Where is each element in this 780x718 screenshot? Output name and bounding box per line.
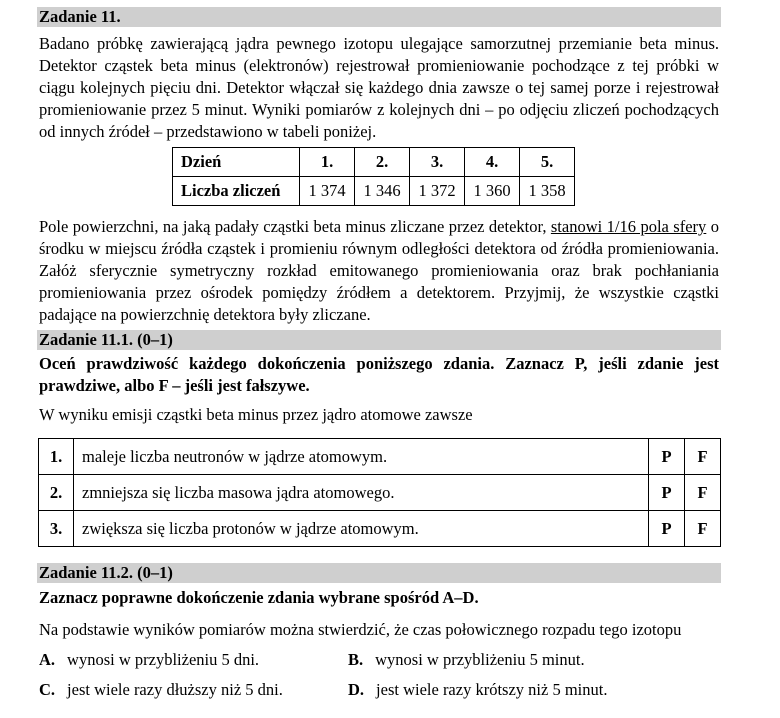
row-number: 1. [39, 439, 74, 475]
statement-text: maleje liczba neutronów w jądrze atomowym. [74, 439, 649, 475]
subtask-2-stem: Na podstawie wyników pomiarów można stwierdzić, że czas połowicznego rozpadu tego izotopu [39, 620, 682, 639]
option-letter: A. [39, 650, 56, 669]
day-cell: 3. [410, 148, 465, 177]
row-header-counts: Liczba zliczeń [173, 177, 300, 206]
option-text: jest wiele razy dłuższy niż 5 dni. [67, 680, 283, 699]
day-cell: 1. [300, 148, 355, 177]
true-false-table [38, 438, 721, 547]
option-b[interactable] [348, 649, 585, 671]
task-context [39, 216, 719, 326]
day-cell: 5. [520, 148, 575, 177]
count-cell: 1 374 [300, 177, 355, 206]
task-intro: Badano próbkę zawierającą jądra pewnego izotopu ulegające samorzutnej przemianie beta minus. Detektor cząstek beta minus (elektronów) rejestrował promieniowanie pochodzące z tej próbki w ciągu kolejnych pięciu dni. Detektor włączał się każdego dnia zawsze o tej samej porze i rejestrował promieniowanie przez 5 minut. Wyniki pomiarów z kolejnych dni – po odjęciu zliczeń pochodzących od innych źródeł – przedstawiono w tabeli poniżej. [39, 34, 719, 141]
option-letter: C. [39, 680, 56, 699]
row-number: 2. [39, 475, 74, 511]
subtask-2-title: Zadanie 11.2. (0–1) [37, 563, 721, 583]
subtask-2-instruction: Zaznacz poprawne dokończenie zdania wybrane spośród A–D. [39, 588, 479, 607]
option-text: wynosi w przybliżeniu 5 dni. [67, 650, 260, 669]
row-header-day: Dzień [173, 148, 300, 177]
statement-text: zmniejsza się liczba masowa jądra atomowego. [74, 475, 649, 511]
answer-p[interactable]: P [649, 511, 685, 547]
subtask-1-title: Zadanie 11.1. (0–1) [37, 330, 721, 350]
option-letter: D. [348, 680, 365, 699]
option-a[interactable] [39, 649, 259, 671]
answer-p[interactable]: P [649, 439, 685, 475]
answer-p[interactable]: P [649, 475, 685, 511]
day-cell: 2. [355, 148, 410, 177]
table-row [39, 511, 721, 547]
task-title: Zadanie 11. [37, 7, 721, 27]
table-row [173, 148, 575, 177]
option-text: wynosi w przybliżeniu 5 minut. [375, 650, 585, 669]
count-cell: 1 358 [520, 177, 575, 206]
table-row [39, 475, 721, 511]
count-cell: 1 346 [355, 177, 410, 206]
option-d[interactable] [348, 679, 607, 701]
day-cell: 4. [465, 148, 520, 177]
statement-text: zwiększa się liczba protonów w jądrze atomowym. [74, 511, 649, 547]
answer-f[interactable]: F [685, 511, 721, 547]
answer-f[interactable]: F [685, 439, 721, 475]
subtask-1-stem: W wyniku emisji cząstki beta minus przez jądro atomowe zawsze [39, 405, 473, 424]
context-text: Pole powierzchni, na jaką padały cząstki beta minus zliczane przez detektor, [39, 217, 551, 236]
option-c[interactable] [39, 679, 283, 701]
count-cell: 1 372 [410, 177, 465, 206]
table-row [39, 439, 721, 475]
counts-table [172, 147, 575, 206]
row-number: 3. [39, 511, 74, 547]
subtask-1-instruction: Oceń prawdziwość każdego dokończenia poniższego zdania. Zaznacz P, jeśli zdanie jest prawdziwe, albo F – jeśli jest fałszywe. [39, 354, 719, 395]
table-row [173, 177, 575, 206]
answer-f[interactable]: F [685, 475, 721, 511]
option-text: jest wiele razy krótszy niż 5 minut. [376, 680, 608, 699]
count-cell: 1 360 [465, 177, 520, 206]
context-underlined: stanowi 1/16 pola sfery [550, 217, 707, 236]
option-letter: B. [348, 650, 364, 669]
context-text: o środku w miejscu źródła cząstek i promieniu równym odległości detektora od źródła promieniowania. Załóż sferycznie symetryczny rozkład emitowanego promieniowania oraz brak pochłaniania promieniowania przez ośrodek pomiędzy źródłem a detektorem. Przyjmij, że wszystkie cząstki padające na powierzchnię detektora były zliczane. [39, 217, 719, 324]
